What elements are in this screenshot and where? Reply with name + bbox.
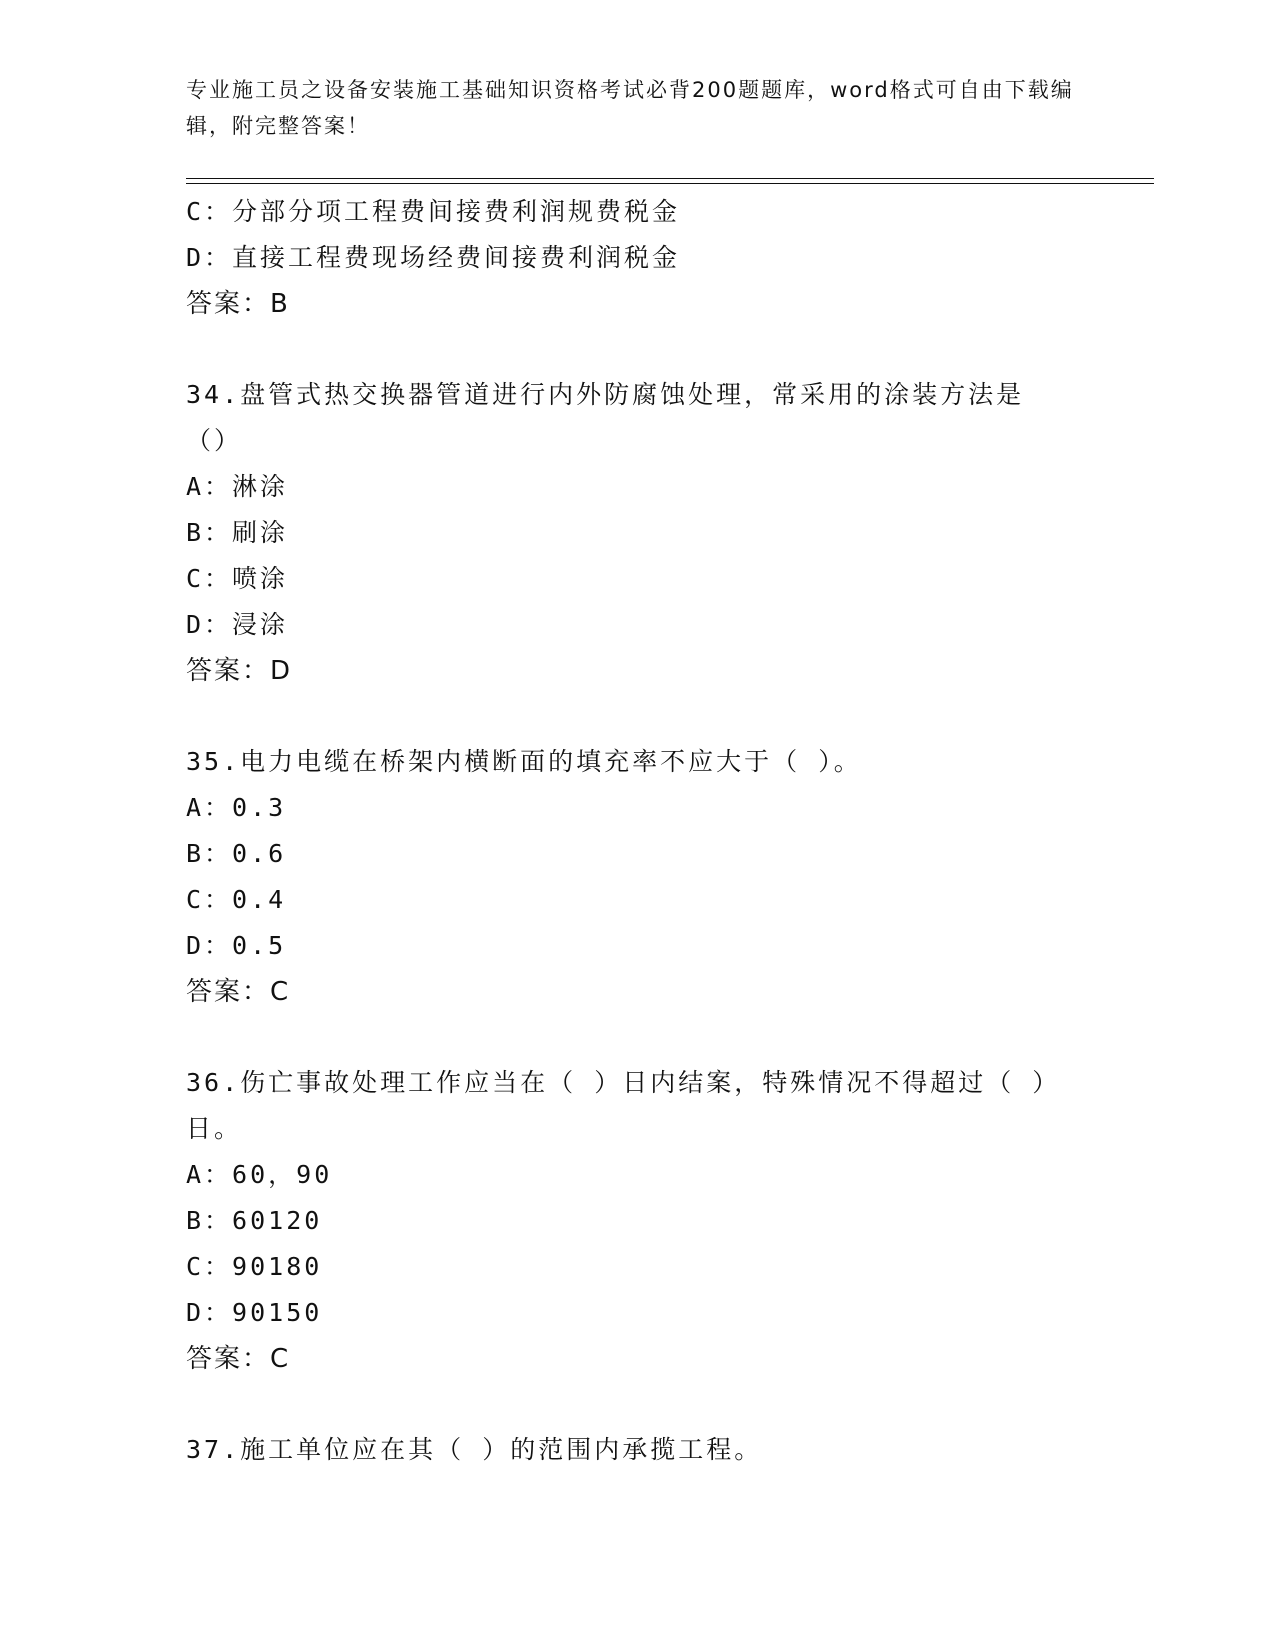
question-37 <box>186 1427 1086 1473</box>
previous-question-tail <box>186 189 1086 327</box>
question-34 <box>186 372 1086 694</box>
answer-line: 答案：C <box>186 1344 291 1374</box>
option-c: C：喷涂 <box>186 564 289 593</box>
option-c: C：分部分项工程费间接费利润规费税金 <box>186 197 681 226</box>
option-a: A：0.3 <box>186 793 287 822</box>
question-stem: 35.电力电缆在桥架内横断面的填充率不应大于（ ）。 <box>186 747 862 776</box>
header-divider-top <box>186 178 1154 179</box>
option-c: C：90180 <box>186 1252 323 1281</box>
option-d: D：90150 <box>186 1298 323 1327</box>
option-a: A：淋涂 <box>186 472 289 501</box>
option-b: B：刷涂 <box>186 518 289 547</box>
answer-line: 答案：B <box>186 289 290 319</box>
header-divider-bottom <box>186 183 1154 184</box>
question-stem: 37.施工单位应在其（ ）的范围内承揽工程。 <box>186 1435 763 1464</box>
question-35 <box>186 739 1086 1015</box>
question-stem: 34.盘管式热交换器管道进行内外防腐蚀处理，常采用的涂装方法是（） <box>186 380 1025 455</box>
option-d: D：直接工程费现场经费间接费利润税金 <box>186 243 681 272</box>
answer-line: 答案：D <box>186 656 293 686</box>
option-b: B：60120 <box>186 1206 323 1235</box>
question-stem: 36.伤亡事故处理工作应当在（ ）日内结案，特殊情况不得超过（ ）日。 <box>186 1068 1048 1143</box>
option-c: C：0.4 <box>186 885 287 914</box>
question-list <box>186 189 1086 1473</box>
answer-line: 答案：C <box>186 977 291 1007</box>
option-b: B：0.6 <box>186 839 287 868</box>
question-36 <box>186 1060 1086 1382</box>
option-a: A：60，90 <box>186 1160 333 1189</box>
option-d: D：浸涂 <box>186 610 289 639</box>
option-d: D：0.5 <box>186 931 287 960</box>
document-header: 专业施工员之设备安装施工基础知识资格考试必背200题题库，word格式可自由下载编辑，附完整答案！ <box>186 78 1074 138</box>
